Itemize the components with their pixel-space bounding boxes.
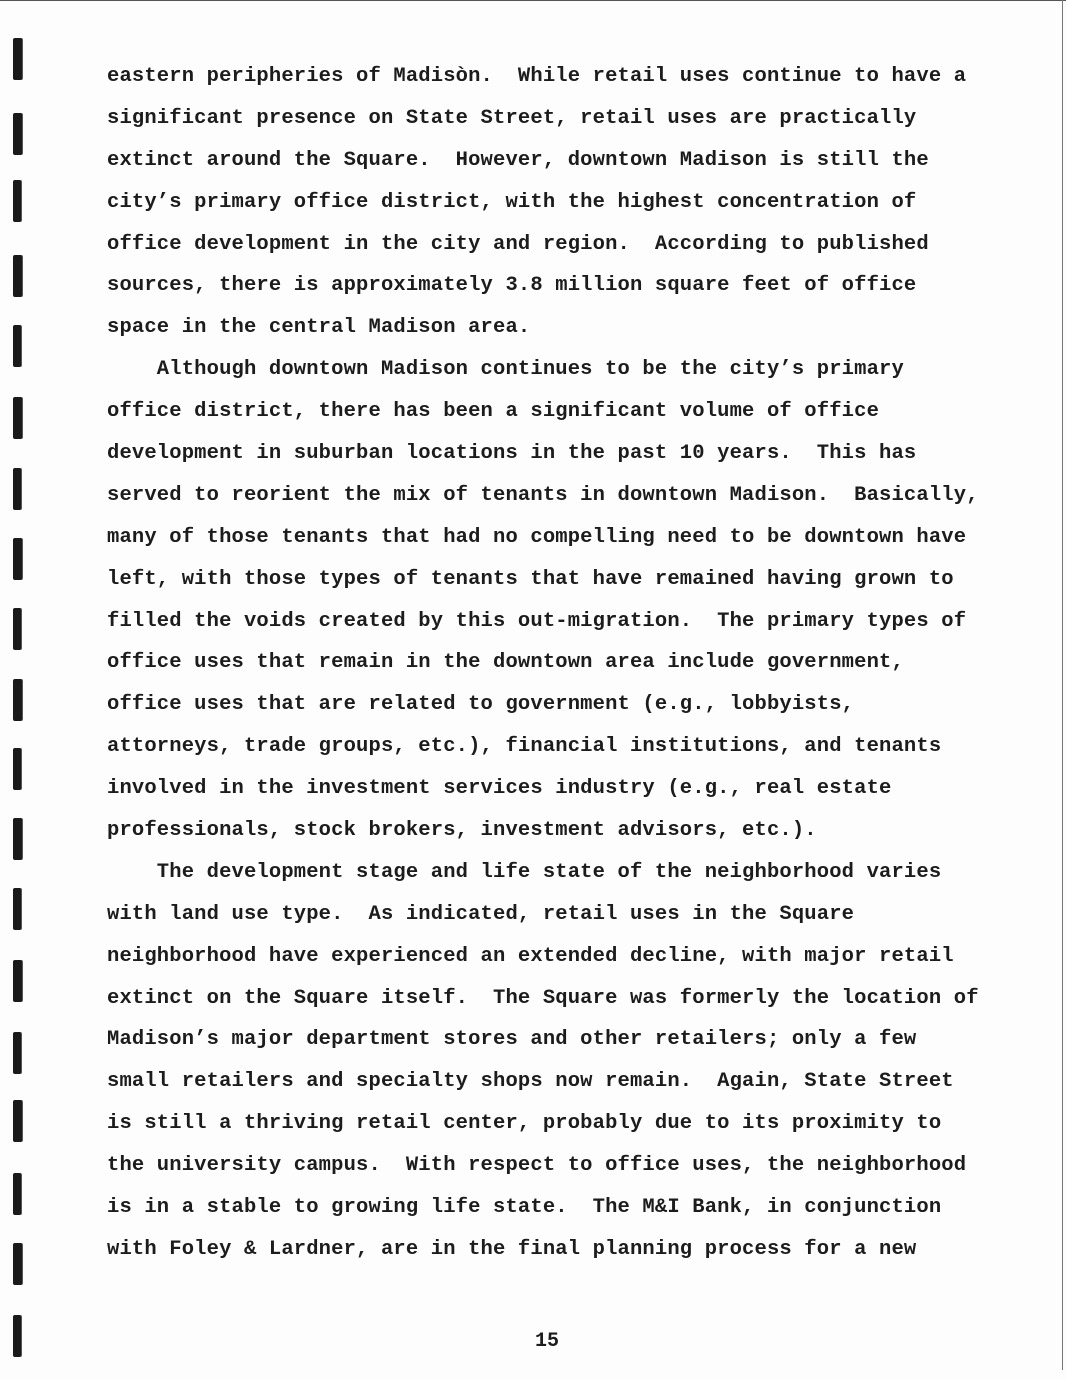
punch-hole bbox=[13, 888, 21, 930]
binder-punch-holes bbox=[13, 0, 27, 1380]
punch-hole bbox=[13, 1100, 22, 1142]
punch-hole bbox=[13, 679, 22, 721]
text-line: involved in the investment services industry (e.g., real estate bbox=[107, 777, 892, 801]
page-number: 15 bbox=[534, 1330, 559, 1353]
text-line: eastern peripheries of Madisòn. While retail uses continue to have a bbox=[107, 65, 967, 88]
punch-hole bbox=[13, 538, 22, 580]
punch-hole bbox=[13, 180, 21, 222]
punch-hole bbox=[13, 468, 21, 510]
page-top-edge bbox=[0, 0, 1066, 1]
text-line: filled the voids created by this out-migration. The primary types of bbox=[107, 609, 967, 633]
text-line: the university campus. With respect to office uses, the neighborhood bbox=[107, 1154, 967, 1178]
text-line: Although downtown Madison continues to be the city’s primary bbox=[107, 358, 904, 382]
text-line: is in a stable to growing life state. The M&I Bank, in conjunction bbox=[107, 1196, 942, 1220]
text-line: Madison’s major department stores and other retailers; only a few bbox=[107, 1028, 917, 1052]
punch-hole bbox=[13, 38, 22, 80]
punch-hole bbox=[13, 397, 22, 439]
punch-hole bbox=[13, 1243, 22, 1285]
text-line: office development in the city and region. According to published bbox=[107, 232, 929, 256]
text-line: office district, there has been a significant volume of office bbox=[107, 400, 880, 424]
text-line: office uses that remain in the downtown area include government, bbox=[107, 651, 904, 675]
text-line: extinct on the Square itself. The Square was formerly the location of bbox=[107, 986, 979, 1010]
text-line: sources, there is approximately 3.8 million square feet of office bbox=[107, 274, 917, 298]
text-line: office uses that are related to government (e.g., lobbyists, bbox=[107, 693, 855, 717]
text-line: significant presence on State Street, retail uses are practically bbox=[107, 106, 917, 130]
body-text bbox=[107, 56, 1007, 1271]
text-line: space in the central Madison area. bbox=[107, 316, 531, 340]
text-line: with land use type. As indicated, retail uses in the Square bbox=[107, 902, 855, 926]
punch-hole bbox=[13, 1173, 21, 1215]
punch-hole bbox=[13, 960, 22, 1002]
text-line: development in suburban locations in the past 10 years. This has bbox=[107, 442, 917, 466]
text-line: served to reorient the mix of tenants in downtown Madison. Basically, bbox=[107, 483, 979, 507]
text-line: attorneys, trade groups, etc.), financial institutions, and tenants bbox=[107, 735, 942, 759]
text-line: with Foley & Lardner, are in the final planning process for a new bbox=[107, 1237, 917, 1261]
text-line: professionals, stock brokers, investment advisors, etc.). bbox=[107, 819, 817, 843]
punch-hole bbox=[13, 818, 22, 860]
text-line: neighborhood have experienced an extended decline, with major retail bbox=[107, 944, 954, 968]
text-line: city’s primary office district, with the highest concentration of bbox=[107, 190, 917, 214]
punch-hole bbox=[13, 255, 22, 297]
page-right-edge bbox=[1062, 0, 1063, 1370]
text-line: is still a thriving retail center, probably due to its proximity to bbox=[107, 1112, 942, 1136]
punch-hole bbox=[13, 608, 21, 650]
punch-hole bbox=[13, 113, 22, 155]
text-line: small retailers and specialty shops now remain. Again, State Street bbox=[107, 1070, 954, 1094]
text-line: many of those tenants that had no compelling need to be downtown have bbox=[107, 525, 967, 549]
text-line: The development stage and life state of the neighborhood varies bbox=[107, 860, 942, 884]
text-line: extinct around the Square. However, downtown Madison is still the bbox=[107, 148, 929, 172]
punch-hole bbox=[13, 748, 21, 790]
punch-hole bbox=[13, 325, 21, 367]
text-line: left, with those types of tenants that have remained having grown to bbox=[107, 567, 954, 591]
punch-hole bbox=[13, 1032, 21, 1074]
